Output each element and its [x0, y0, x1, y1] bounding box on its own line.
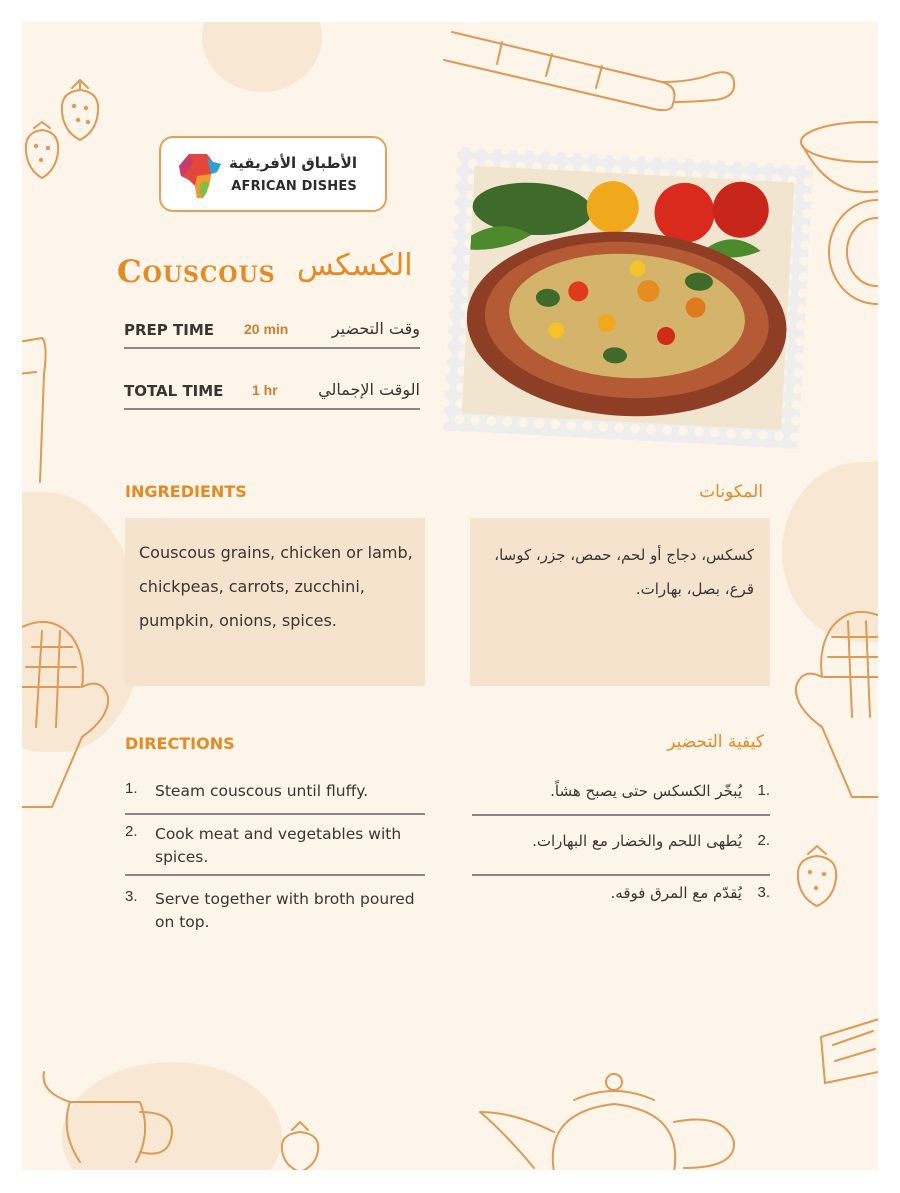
ingredients-text-arabic: كسكس، دجاج أو لحم، حمص، جزر، كوسا، قرع، بصل، بهارات.	[494, 546, 754, 598]
total-time-label-arabic: الوقت الإجمالي	[318, 380, 420, 399]
africa-map-icon	[177, 152, 223, 202]
step-divider	[125, 813, 425, 815]
dish-photo-stamp	[443, 147, 813, 449]
prep-time-value: 20 min	[244, 321, 289, 337]
step-divider	[472, 814, 770, 816]
prep-time-row	[124, 319, 420, 349]
step-number-arabic: 2.	[757, 832, 770, 849]
total-time-label: TOTAL TIME	[124, 382, 224, 400]
direction-step	[125, 780, 425, 804]
step-text: Steam couscous until fluffy.	[155, 782, 369, 800]
direction-step	[125, 888, 425, 936]
strawberry-icon	[794, 844, 840, 908]
rolling-pin-icon	[442, 22, 742, 122]
oven-mitt-icon	[22, 617, 112, 817]
ingredients-heading-arabic: المكونات	[699, 482, 763, 502]
jug-icon	[40, 1062, 200, 1170]
ingredients-text: Couscous grains, chicken or lamb, chickpeas, carrots, zucchini, pumpkin, onions, spices.	[139, 543, 413, 630]
teapot-icon	[474, 1072, 754, 1170]
step-text: Cook meat and vegetables with spices.	[155, 825, 402, 866]
ingredients-panel-arabic	[470, 518, 770, 686]
prep-time-label: PREP TIME	[124, 321, 214, 339]
direction-step-arabic	[472, 782, 770, 806]
logo	[159, 136, 387, 212]
jug-icon	[22, 334, 58, 484]
step-text-arabic: يُقدّم مع المرق فوقه.	[610, 884, 742, 902]
recipe-title-arabic: الكسكس	[297, 248, 413, 283]
ingredients-heading: INGREDIENTS	[125, 482, 247, 501]
step-number-arabic: 1.	[757, 782, 770, 799]
background-blob	[202, 22, 322, 92]
recipe-card	[22, 22, 878, 1170]
directions-heading-arabic: كيفية التحضير	[667, 732, 764, 752]
dish-photo	[462, 166, 795, 430]
direction-step-arabic	[472, 832, 770, 856]
step-text-arabic: يُبخّر الكسكس حتى يصبح هشاً.	[550, 782, 742, 800]
strawberry-icon	[58, 78, 102, 142]
total-time-row	[124, 380, 420, 410]
step-number: 3.	[125, 888, 138, 905]
direction-step	[125, 823, 425, 871]
logo-arabic-name: الأطباق الأفريقية	[229, 154, 357, 172]
step-divider	[472, 874, 770, 876]
step-number: 1.	[125, 780, 138, 797]
direction-step-arabic	[472, 884, 770, 908]
step-divider	[125, 874, 425, 876]
cutting-board-icon	[817, 1017, 878, 1087]
prep-time-label-arabic: وقت التحضير	[331, 319, 420, 338]
step-number-arabic: 3.	[757, 884, 770, 901]
strawberry-icon	[278, 1120, 322, 1170]
total-time-value: 1 hr	[252, 382, 278, 398]
directions-heading: DIRECTIONS	[125, 734, 235, 753]
logo-english-name: AFRICAN DISHES	[231, 179, 357, 194]
step-text: Serve together with broth poured on top.	[155, 890, 415, 931]
oven-mitt-icon	[792, 607, 878, 807]
step-text-arabic: يُطهى اللحم والخضار مع البهارات.	[532, 832, 742, 850]
ingredients-panel	[125, 518, 425, 686]
strawberry-icon	[22, 120, 62, 180]
recipe-title: Couscous	[117, 254, 276, 290]
step-number: 2.	[125, 823, 138, 840]
